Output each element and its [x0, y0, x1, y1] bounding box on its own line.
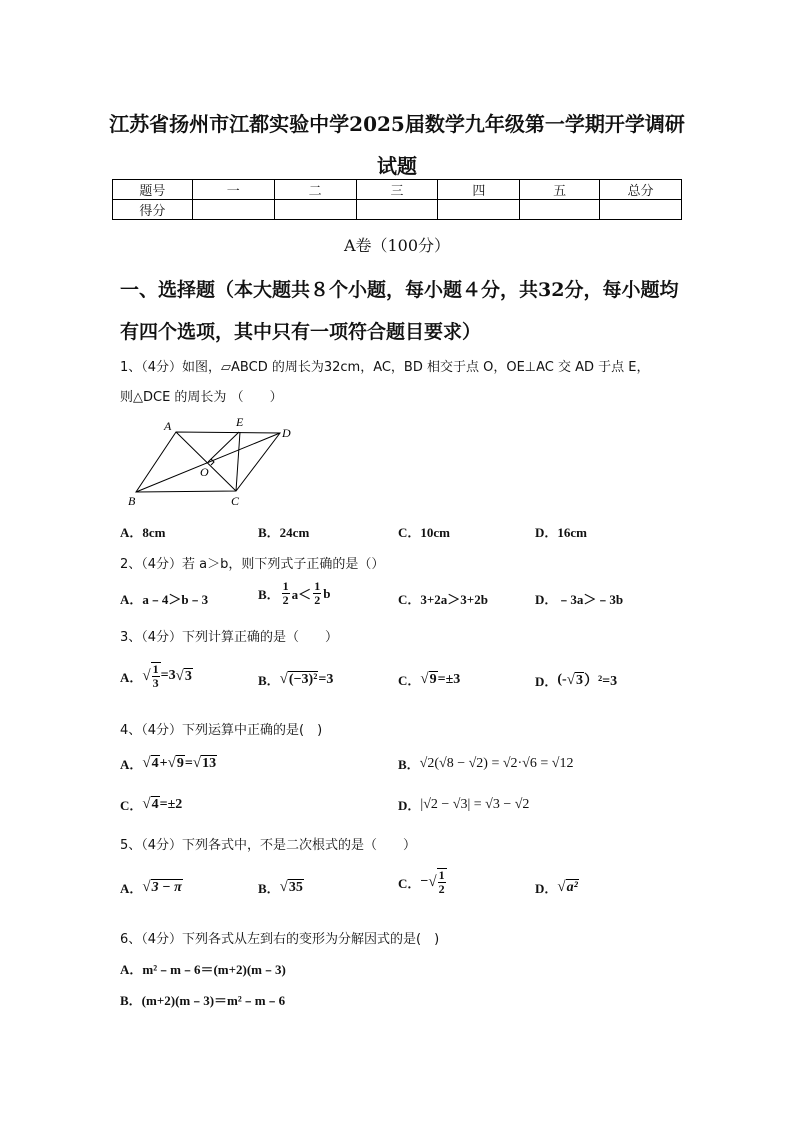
label-a: A — [164, 419, 172, 433]
q1-option-d[interactable]: D．16cm — [535, 525, 587, 540]
radicand: 35 — [288, 880, 303, 895]
numerator: 1 — [314, 579, 321, 593]
q4-stem: 4、（4分）下列运算中正确的是( ) — [120, 723, 323, 738]
q2-option-b-label: B． — [258, 587, 280, 602]
radical-sign-icon: √ — [192, 755, 202, 771]
segment-ec — [236, 432, 240, 491]
q5-option-c[interactable] — [398, 868, 447, 896]
q3-option-c[interactable] — [398, 670, 460, 689]
q2-option-a[interactable]: A．a﹣4＞b﹣3 — [120, 592, 209, 607]
radicand: 9 — [429, 672, 437, 687]
option-label: A． — [120, 881, 143, 896]
score-table-header-row — [113, 180, 682, 200]
radicand: 3 — [575, 672, 583, 688]
score-table — [112, 179, 682, 220]
radical-sign-icon: √ — [167, 755, 176, 771]
fraction — [437, 868, 447, 896]
expression-text: |√2 − √3| = √3 − √2 — [420, 796, 530, 812]
denominator: 2 — [314, 593, 321, 607]
q2-option-b-mid: a＜ — [291, 587, 312, 602]
q1-option-b[interactable]: B．24cm — [258, 525, 310, 540]
q1-option-a[interactable]: A．8cm — [120, 525, 166, 540]
radicand: 3 — [184, 668, 192, 684]
option-label: D． — [398, 798, 421, 813]
q1-option-c[interactable]: C．10cm — [398, 525, 450, 540]
q3-stem: 3、（4分）下列计算正确的是（ ） — [120, 630, 339, 645]
label-d: D — [282, 426, 291, 440]
score-header-cell: 四 — [438, 180, 520, 200]
operator: + — [159, 755, 168, 771]
option-label: A． — [120, 669, 143, 685]
radical-sign-icon: √ — [557, 879, 566, 895]
score-header-cell: 题号 — [113, 180, 193, 200]
q2-option-b[interactable] — [258, 580, 330, 607]
radical-sign-icon: √ — [142, 755, 151, 771]
score-header-cell: 一 — [192, 180, 274, 200]
radical-sign-icon: √ — [142, 667, 151, 684]
q4-option-d[interactable] — [398, 795, 529, 814]
q2-stem: 2、（4分）若 a＞b，则下列式子正确的是（） — [120, 557, 385, 572]
exam-title-line2: 试题 — [377, 154, 417, 178]
q2-option-d[interactable]: D．﹣3a＞﹣3b — [535, 592, 624, 607]
radicand: 3 − π — [151, 880, 182, 895]
section1-heading-line1: 一、选择题（本大题共８个小题，每小题４分，共32分，每小题均 — [120, 279, 679, 301]
q3-option-d[interactable] — [535, 670, 617, 690]
q2-option-b-suffix: b — [323, 585, 331, 601]
q4-option-b[interactable] — [398, 754, 573, 773]
q6-option-a[interactable]: A．m²﹣m﹣6＝(m+2)(m﹣3) — [120, 962, 286, 977]
score-header-cell: 二 — [274, 180, 356, 200]
radical-sign-icon: √ — [279, 879, 288, 895]
radicand: 9 — [176, 756, 184, 771]
option-label: C． — [398, 673, 421, 688]
expression-text: =3 — [160, 668, 176, 683]
paper-a-heading: A卷（100分） — [343, 236, 451, 255]
numerator: 1 — [438, 868, 445, 882]
label-b: B — [128, 494, 136, 508]
score-cell[interactable] — [520, 200, 600, 220]
q5-option-a[interactable] — [120, 878, 183, 897]
radical-sign-icon: √ — [142, 796, 151, 812]
option-label: C． — [120, 798, 143, 813]
q4-option-c[interactable] — [120, 795, 182, 814]
q2-option-c[interactable]: C．3+2a＞3+2b — [398, 592, 488, 607]
option-label: B． — [258, 881, 280, 896]
score-cell[interactable] — [356, 200, 438, 220]
radical-sign-icon: √ — [428, 873, 437, 890]
operator: = — [184, 755, 193, 771]
fraction — [313, 580, 321, 607]
option-label: A． — [120, 757, 143, 772]
q4-option-a[interactable] — [120, 754, 217, 773]
q6-option-b[interactable]: B．(m+2)(m﹣3)＝m²﹣m﹣6 — [120, 993, 286, 1008]
diagonal-ac — [176, 432, 236, 491]
fraction — [282, 580, 290, 607]
radical-sign-icon: √ — [566, 671, 575, 688]
q3-option-a[interactable] — [120, 662, 193, 690]
q3-option-b[interactable] — [258, 670, 333, 689]
denominator: 2 — [282, 593, 289, 607]
fraction — [151, 662, 161, 690]
q1-stem-line1: 1、（4分）如图，▱ABCD 的周长为32cm，AC，BD 相交于点 O，OE⊥AC 交 AD 于点 E， — [120, 360, 650, 375]
score-cell[interactable] — [192, 200, 274, 220]
score-row-label: 得分 — [113, 200, 193, 220]
radical-sign-icon: √ — [420, 671, 429, 687]
q1-parallelogram-figure — [122, 412, 306, 512]
option-label: B． — [258, 673, 280, 688]
section1-heading-line2: 有四个选项，其中只有一项符合题目要求） — [120, 321, 482, 343]
radicand: 4 — [151, 797, 159, 812]
option-label: C． — [398, 875, 421, 891]
radicand: 13 — [202, 756, 217, 771]
q5-option-b[interactable] — [258, 878, 304, 897]
expression-text: (- — [557, 672, 567, 687]
score-header-cell: 五 — [520, 180, 600, 200]
radicand: (−3)² — [288, 672, 318, 687]
q1-stem-line2: 则△DCE 的周长为 （ ） — [120, 390, 283, 405]
expression-text: ）²=3 — [583, 674, 618, 689]
score-cell[interactable] — [438, 200, 520, 220]
numerator: 1 — [152, 662, 159, 676]
numerator: 1 — [282, 579, 289, 593]
radical-sign-icon: √ — [142, 879, 151, 895]
segment-oe — [208, 432, 239, 462]
score-header-cell: 三 — [356, 180, 438, 200]
radical-sign-icon: √ — [175, 667, 184, 684]
denominator: 3 — [152, 676, 159, 690]
option-label: D． — [535, 881, 558, 896]
label-e: E — [236, 415, 244, 429]
minus-sign: − — [420, 874, 429, 889]
score-cell[interactable] — [600, 200, 682, 220]
option-label: D． — [535, 673, 558, 689]
radicand: 4 — [151, 756, 159, 771]
score-header-cell: 总分 — [600, 180, 682, 200]
q6-stem: 6、（4分）下列各式从左到右的变形为分解因式的是( ) — [120, 932, 440, 947]
expression-text: =±2 — [159, 796, 183, 812]
score-table-score-row — [113, 200, 682, 220]
q5-stem: 5、（4分）下列各式中，不是二次根式的是（ ） — [120, 838, 417, 853]
exam-title-line1: 江苏省扬州市江都实验中学2025届数学九年级第一学期开学调研 — [109, 112, 685, 136]
expression-text: √2(√8 − √2) = √2·√6 = √12 — [419, 755, 574, 771]
q5-option-d[interactable] — [535, 878, 579, 897]
label-o: O — [200, 465, 209, 479]
radical-sign-icon: √ — [279, 671, 288, 687]
radicand: a² — [566, 880, 578, 895]
option-label: B． — [398, 757, 420, 772]
expression-text: =±3 — [437, 671, 461, 687]
label-c: C — [231, 494, 240, 508]
expression-text: =3 — [318, 671, 334, 687]
score-cell[interactable] — [274, 200, 356, 220]
denominator: 2 — [438, 882, 445, 896]
diagonal-bd — [136, 433, 280, 492]
